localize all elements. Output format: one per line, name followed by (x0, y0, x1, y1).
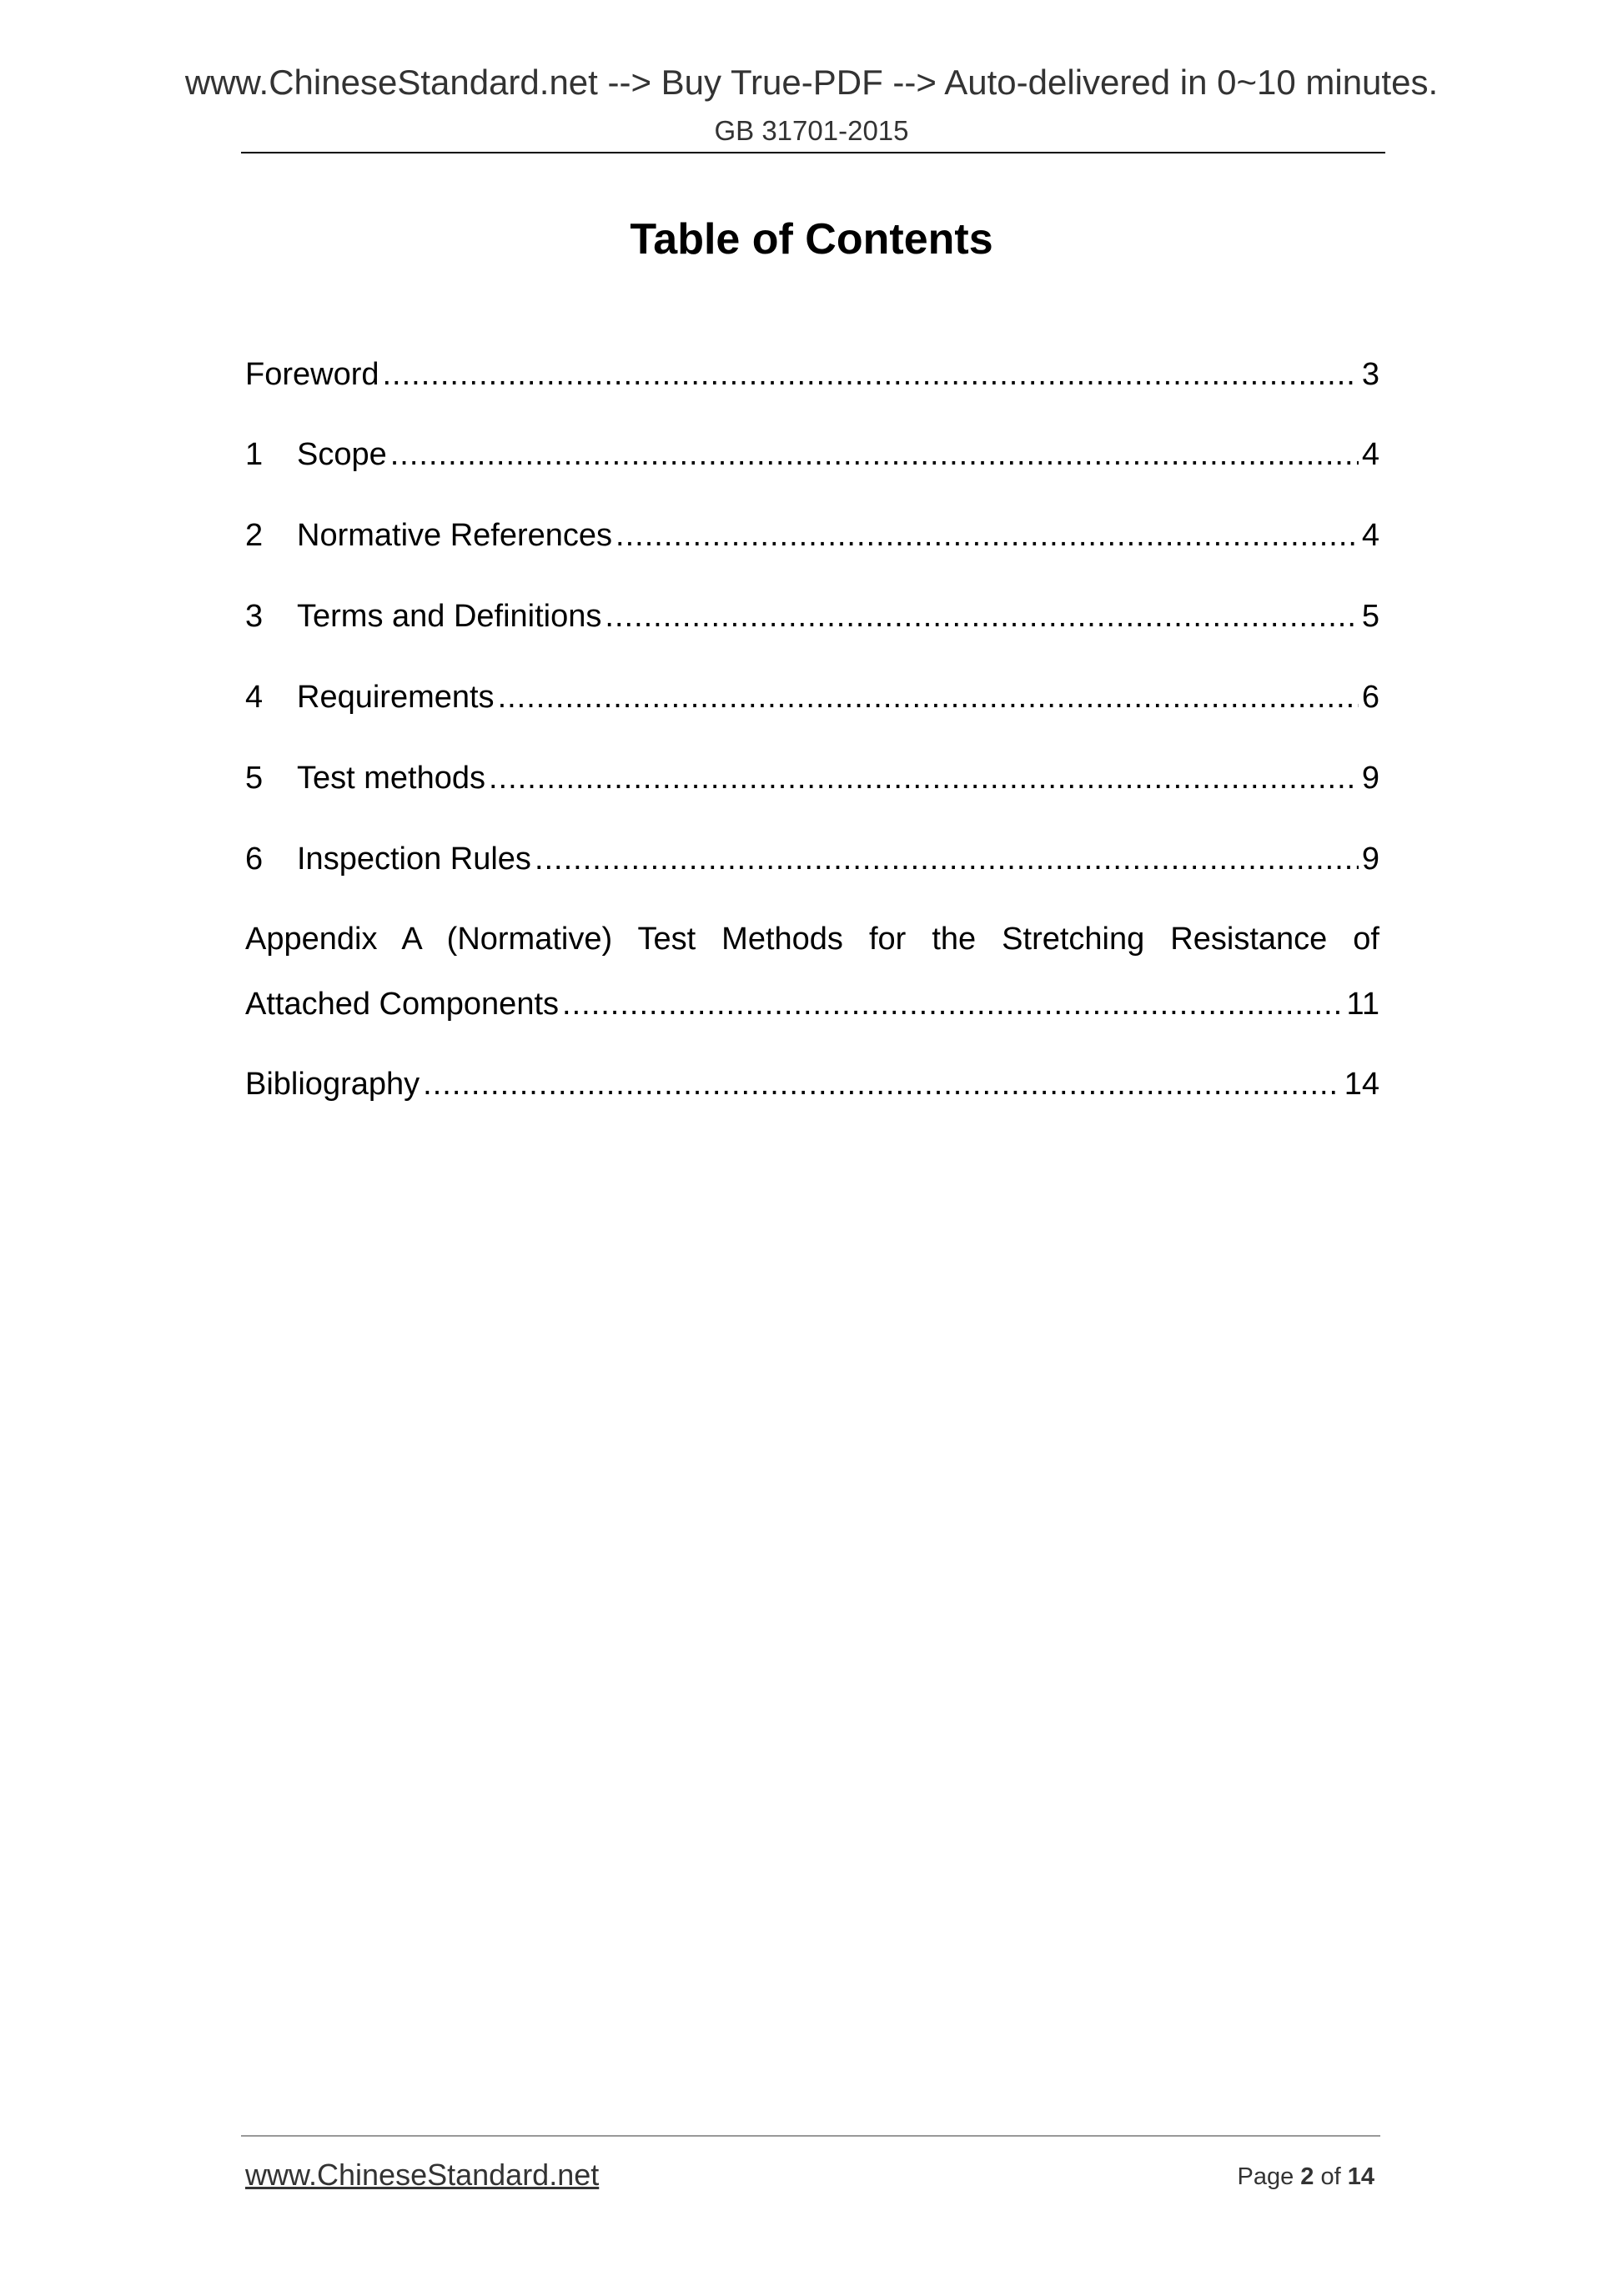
toc-entry-page: 3 (1361, 357, 1379, 392)
page-of: of (1320, 2163, 1341, 2190)
toc-entry-label: Terms and Definitions (297, 599, 602, 634)
toc-entry-page: 6 (1361, 680, 1379, 715)
toc-entry-label: Requirements (297, 680, 495, 715)
toc-entry-page: 14 (1344, 1067, 1379, 1102)
toc-entry-label: Scope (297, 437, 387, 472)
toc-entry-number: 2 (245, 518, 264, 553)
footer-divider (241, 2135, 1380, 2137)
toc-entry-page: 11 (1346, 987, 1379, 1022)
toc-leader-dots (605, 597, 1358, 636)
toc-entry-bibliography[interactable] (245, 1065, 1379, 1103)
toc-entry-number: 4 (245, 680, 264, 715)
toc-leader-dots (390, 435, 1359, 474)
toc-leader-dots (489, 759, 1359, 797)
page-title: Table of Contents (630, 215, 993, 264)
toc-leader-dots (498, 678, 1359, 716)
toc-entry-normative-references[interactable] (245, 516, 1379, 555)
page-prefix: Page (1237, 2163, 1294, 2190)
toc-leader-dots (423, 1065, 1341, 1103)
page-total: 14 (1347, 2163, 1374, 2190)
toc-leader-dots (616, 516, 1359, 555)
header-banner: www.ChineseStandard.net --> Buy True-PDF --> Auto-delivered in 0~10 minutes. (184, 63, 1439, 102)
toc-entry-label: Bibliography (245, 1067, 420, 1102)
toc-entry-label: Foreword (245, 357, 379, 392)
toc-entry-test-methods[interactable] (245, 759, 1379, 797)
toc-leader-dots (562, 985, 1344, 1023)
toc-entry-number: 1 (245, 437, 264, 472)
toc-entry-foreword[interactable] (245, 355, 1379, 394)
toc-entry-page: 4 (1361, 518, 1379, 553)
toc-entry-inspection-rules[interactable] (245, 840, 1379, 878)
toc-leader-dots (535, 840, 1359, 878)
page-current: 2 (1300, 2163, 1314, 2190)
toc-entry-label: Inspection Rules (297, 842, 531, 877)
toc-entry-page: 9 (1361, 842, 1379, 877)
toc-leader-dots (383, 355, 1359, 394)
toc-entry-label: Attached Components (245, 987, 560, 1022)
toc-entry-scope[interactable] (245, 435, 1379, 474)
toc-entry-appendix-a-line1[interactable]: Appendix A (Normative) Test Methods for the Stretching Resistance of (245, 922, 1379, 957)
toc-entry-page: 5 (1361, 599, 1379, 634)
header-divider (241, 152, 1385, 153)
toc-entry-requirements[interactable] (245, 678, 1379, 716)
footer-website-link[interactable]: www.ChineseStandard.net (245, 2158, 600, 2192)
toc-entry-number: 5 (245, 761, 264, 796)
page-number (1237, 2163, 1374, 2192)
toc-entry-page: 4 (1361, 437, 1379, 472)
toc-entry-number: 3 (245, 599, 264, 634)
toc-entry-appendix-a-line2[interactable] (245, 985, 1379, 1023)
toc-entry-label: Test methods (297, 761, 485, 796)
toc-entry-page: 9 (1361, 761, 1379, 796)
toc-entry-label: Normative References (297, 518, 613, 553)
toc-entry-number: 6 (245, 842, 264, 877)
document-code: GB 31701-2015 (714, 115, 909, 146)
toc-entry-terms-and-definitions[interactable] (245, 597, 1379, 636)
